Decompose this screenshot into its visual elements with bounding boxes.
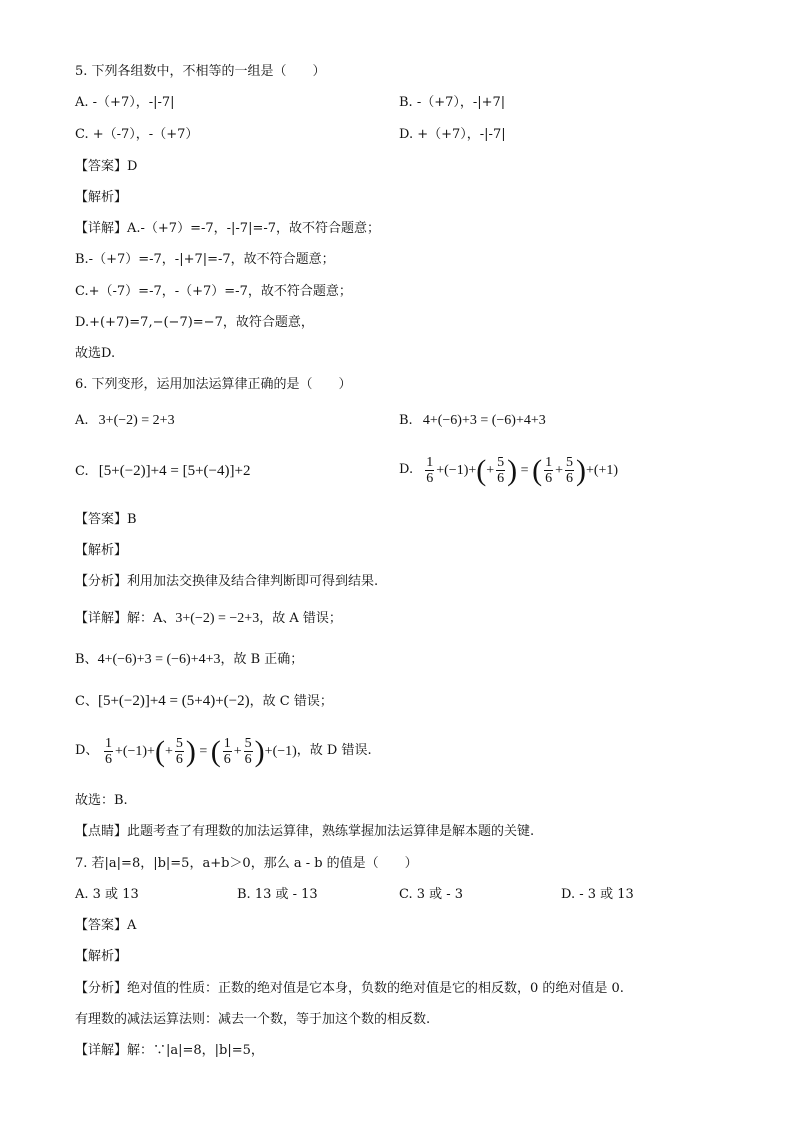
q6-detail-c: C、[5+(−2)]+4 = (5+4)+(−2)，故 C 错误； <box>75 693 333 709</box>
q6-option-d-part3: +(+1) <box>585 462 619 478</box>
q6-option-d-label: D. <box>399 462 414 477</box>
q6-detail-a-expr: 3+(−2) = −2+3 <box>175 611 260 626</box>
q7-fenxi-1: 【分析】绝对值的性质：正数的绝对值是它本身，负数的绝对值是它的相反数，0 的绝对值是 0. <box>75 981 624 996</box>
q6-option-d-part1: +(−1)+ <box>436 462 477 478</box>
q5-analysis: 【解析】 <box>75 190 128 205</box>
q7-answer: 【答案】A <box>75 918 137 933</box>
q5-detail-2: B.-（+7）=-7，-|+7|=-7，故不符合题意； <box>75 252 335 267</box>
fraction-one-sixth: $\frac{1}{6}$ <box>104 735 112 767</box>
fraction-five-sixths: $\frac{5}{6}$ <box>175 735 183 767</box>
fraction-five-sixths: $\frac{5}{6}$ <box>244 735 252 767</box>
q6-detail-c-expr: [5+(−2)]+4 = (5+4)+(−2) <box>97 693 250 709</box>
q5-detail-4: D.+(+7)=7,−(−7)=−7，故符合题意， <box>75 315 314 330</box>
q6-option-b-label: B. <box>399 413 413 428</box>
fraction-one-sixth: $\frac{1}{6}$ <box>426 454 434 486</box>
q6-detail-d: D、 $\frac{1}{6}$ +(−1)+(+ $\frac{5}{6}$ ) = ( $\frac{1}{6}$ + $\frac{5}{6}$ )+(−1)，故 D 错误. <box>75 734 372 768</box>
q6-fenxi: 【分析】利用加法交换律及结合律判断即可得到结果. <box>75 574 379 589</box>
fraction-five-sixths: $\frac{5}{6}$ <box>497 454 505 486</box>
q6-option-c-label: C. <box>75 464 89 479</box>
q6-conclusion: 故选：B. <box>75 793 128 808</box>
q6-analysis: 【解析】 <box>75 543 128 558</box>
q5-option-d: D. +（+7），-|-7| <box>399 127 506 142</box>
q6-detail-a: 【详解】解：A、3+(−2) = −2+3，故 A 错误； <box>75 611 342 626</box>
q7-option-b: B. 13 或 - 13 <box>237 887 318 902</box>
q7-option-a: A. 3 或 13 <box>75 887 139 902</box>
q6-option-a-label: A. <box>75 413 89 428</box>
q6-dianjing: 【点睛】此题考查了有理数的加法运算律，熟练掌握加法运算律是解本题的关键. <box>75 824 535 839</box>
q7-stem: 7. 若|a|=8，|b|=5，a+b＞0，那么 a - b 的值是（ ） <box>75 856 418 871</box>
q5-stem: 5. 下列各组数中，不相等的一组是（ ） <box>75 64 326 79</box>
q6-option-d: D. $\frac{1}{6}$ +(−1)+(+ $\frac{5}{6}$ ) = ( $\frac{1}{6}$ + $\frac{5}{6}$ )+(+1) <box>399 453 619 487</box>
q6-option-a <box>75 412 175 430</box>
q6-option-c <box>75 462 250 481</box>
q7-detail-1: 【详解】解：∵|a|=8，|b|=5， <box>75 1043 264 1058</box>
q7-option-c: C. 3 或 - 3 <box>399 887 464 902</box>
q5-detail-1: 【详解】A.-（+7）=-7，-|-7|=-7，故不符合题意； <box>75 221 381 236</box>
q6-option-a-expr: 3+(−2) = 2+3 <box>98 413 175 428</box>
q5-option-a: A. -（+7），-|-7| <box>75 95 175 110</box>
fraction-one-sixth: $\frac{1}{6}$ <box>223 735 231 767</box>
q6-detail-b-expr: 4+(−6)+3 = (−6)+4+3 <box>97 652 221 667</box>
q5-detail-3: C.+（-7）=-7，-（+7）=-7，故不符合题意； <box>75 284 352 299</box>
q6-detail-b: B、4+(−6)+3 = (−6)+4+3，故 B 正确； <box>75 652 304 667</box>
q5-option-c: C. +（-7），-（+7） <box>75 127 199 142</box>
q5-answer: 【答案】D <box>75 159 138 174</box>
q7-analysis: 【解析】 <box>75 949 128 964</box>
q7-option-d: D. - 3 或 13 <box>561 887 634 902</box>
q6-option-d-part2: = <box>520 462 533 478</box>
q6-answer: 【答案】B <box>75 512 137 527</box>
q5-option-b: B. -（+7），-|+7| <box>399 95 506 110</box>
q5-conclusion: 故选D. <box>75 346 116 361</box>
q6-stem: 6. 下列变形，运用加法运算律正确的是（ ） <box>75 377 352 392</box>
fraction-five-sixths: $\frac{5}{6}$ <box>565 454 573 486</box>
q6-option-b-expr: 4+(−6)+3 = (−6)+4+3 <box>422 413 546 428</box>
q6-option-c-expr: [5+(−2)]+4 = [5+(−4)]+2 <box>98 463 251 479</box>
q7-fenxi-2: 有理数的减法运算法则：减去一个数，等于加这个数的相反数. <box>75 1012 431 1027</box>
q6-option-b <box>399 412 546 430</box>
fraction-one-sixth: $\frac{1}{6}$ <box>545 454 553 486</box>
